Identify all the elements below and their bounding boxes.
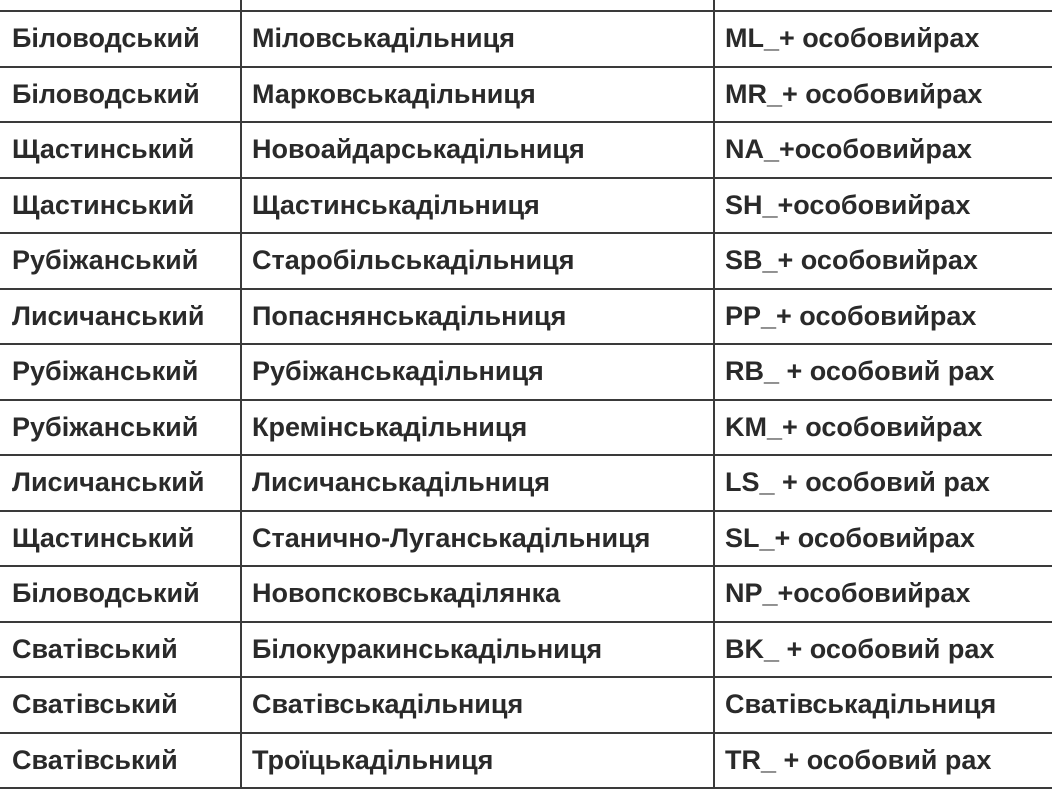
table-row xyxy=(0,733,1052,789)
district-cell xyxy=(0,0,241,11)
code-cell xyxy=(714,0,1052,11)
table-row xyxy=(0,0,1052,11)
site-cell: Білокуракинськадільниця xyxy=(241,622,714,678)
site-cell: Станично-Луганськадільниця xyxy=(241,511,714,567)
district-cell: Сватівський xyxy=(0,677,241,733)
table-row xyxy=(0,344,1052,400)
table-row xyxy=(0,178,1052,234)
site-cell: Троїцькадільниця xyxy=(241,733,714,789)
site-cell: Марковськадільниця xyxy=(241,67,714,123)
district-cell: Біловодський xyxy=(0,67,241,123)
code-cell: MR_+ особовийрах xyxy=(714,67,1052,123)
district-cell: Сватівський xyxy=(0,622,241,678)
site-cell: Попаснянськадільниця xyxy=(241,289,714,345)
code-cell: SH_+особовийрах xyxy=(714,178,1052,234)
code-cell: RB_ + особовий рах xyxy=(714,344,1052,400)
district-cell: Щастинський xyxy=(0,511,241,567)
district-cell: Сватівський xyxy=(0,733,241,789)
table-row xyxy=(0,677,1052,733)
table-row xyxy=(0,566,1052,622)
code-cell: NP_+особовийрах xyxy=(714,566,1052,622)
code-cell: BK_ + особовий рах xyxy=(714,622,1052,678)
district-cell: Щастинський xyxy=(0,122,241,178)
code-cell: ML_+ особовийрах xyxy=(714,11,1052,67)
district-cell: Лисичанський xyxy=(0,455,241,511)
site-cell: Новопсковськаділянка xyxy=(241,566,714,622)
code-cell: KM_+ особовийрах xyxy=(714,400,1052,456)
district-cell: Рубіжанський xyxy=(0,233,241,289)
table-row xyxy=(0,67,1052,123)
district-cell: Біловодський xyxy=(0,566,241,622)
district-cell: Рубіжанський xyxy=(0,344,241,400)
code-cell: SB_+ особовийрах xyxy=(714,233,1052,289)
district-cell: Лисичанський xyxy=(0,289,241,345)
table-row xyxy=(0,289,1052,345)
site-cell: Лисичанськадільниця xyxy=(241,455,714,511)
table-row xyxy=(0,400,1052,456)
code-cell: PP_+ особовийрах xyxy=(714,289,1052,345)
table-row xyxy=(0,122,1052,178)
site-cell: Новоайдарськадільниця xyxy=(241,122,714,178)
site-cell: Щастинськадільниця xyxy=(241,178,714,234)
table-row xyxy=(0,233,1052,289)
code-cell: SL_+ особовийрах xyxy=(714,511,1052,567)
site-cell: Старобільськадільниця xyxy=(241,233,714,289)
site-cell xyxy=(241,0,714,11)
site-cell: Сватівськадільниця xyxy=(241,677,714,733)
code-cell: NA_+особовийрах xyxy=(714,122,1052,178)
code-cell: Сватівськадільниця xyxy=(714,677,1052,733)
district-cell: Біловодський xyxy=(0,11,241,67)
site-cell: Міловськадільниця xyxy=(241,11,714,67)
table-row xyxy=(0,455,1052,511)
site-cell: Кремінськадільниця xyxy=(241,400,714,456)
table-row xyxy=(0,622,1052,678)
table-row xyxy=(0,511,1052,567)
site-cell: Рубіжанськадільниця xyxy=(241,344,714,400)
table-row xyxy=(0,11,1052,67)
code-cell: LS_ + особовий рах xyxy=(714,455,1052,511)
district-cell: Рубіжанський xyxy=(0,400,241,456)
district-cell: Щастинський xyxy=(0,178,241,234)
code-cell: TR_ + особовий рах xyxy=(714,733,1052,789)
